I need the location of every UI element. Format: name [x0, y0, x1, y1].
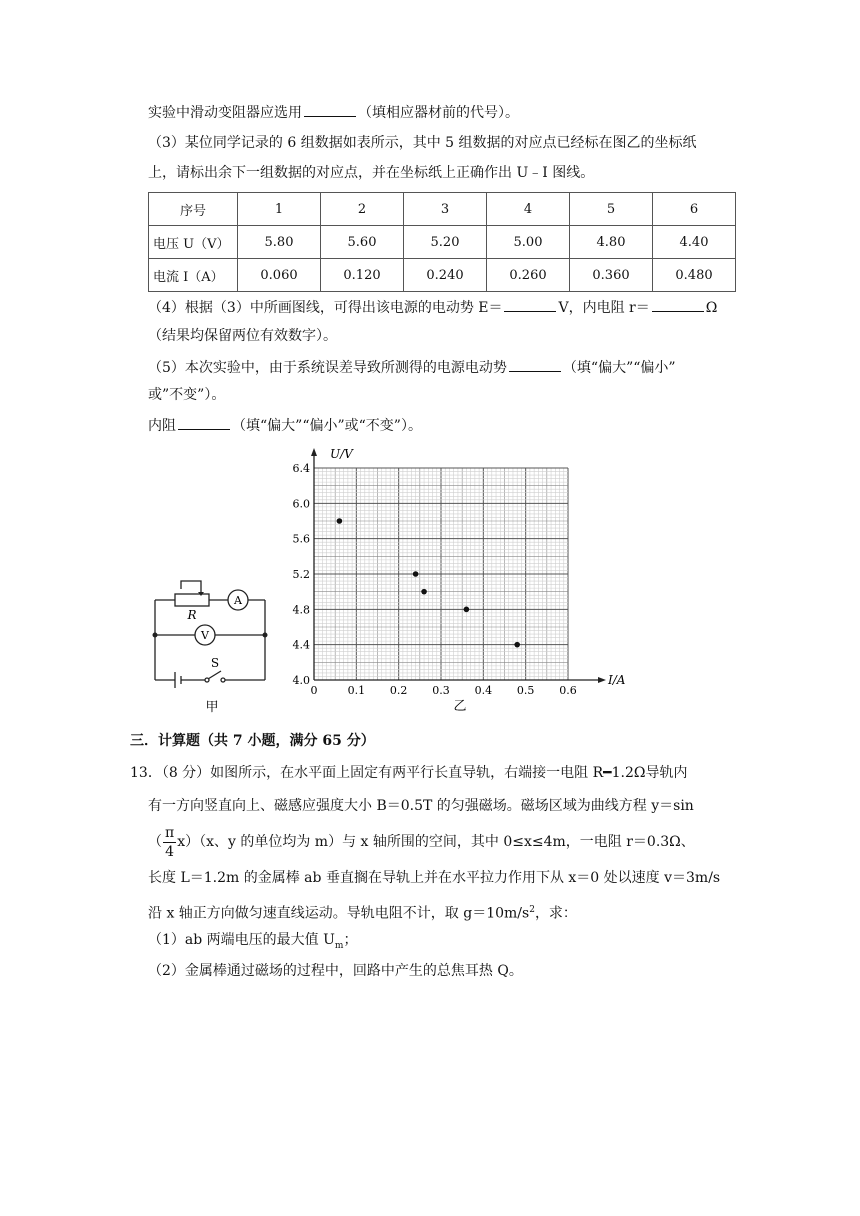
data-point	[413, 571, 419, 577]
q13-line1: 13．（8 分）如图所示，在水平面上固定有两平行长直导轨，右端接一电阻 R━1.2Ω导轨内	[130, 765, 688, 781]
answer-blank-resistance-bias[interactable]	[178, 415, 230, 430]
q13-line3-rest: x）（x、y 的单位均为 m）与 x 轴所围的空间，其中 0≤x≤4m，一电阻 r＝0.3Ω、	[177, 834, 695, 850]
y-tick-label: 4.8	[292, 603, 310, 617]
part4-text-b: V，内电阻 r＝	[558, 300, 650, 316]
data-point	[514, 642, 520, 648]
data-point	[421, 589, 427, 595]
table-cell: 6	[653, 193, 736, 226]
table-cell: 5.00	[487, 226, 570, 259]
q13-line5	[148, 900, 577, 924]
ammeter-label: A	[234, 594, 242, 607]
y-tick-label: 5.2	[292, 568, 310, 581]
part4-line1	[148, 297, 717, 318]
y-tick-label: 6.4	[292, 462, 310, 475]
rheostat-label: R	[187, 608, 197, 622]
fraction-numerator: π	[165, 824, 175, 841]
table-row-index	[149, 193, 736, 226]
q13-line5-sup: 2	[529, 905, 535, 915]
part5-text-b: （填“偏大”“偏小”	[562, 360, 676, 376]
q13-paren-open: （	[148, 834, 162, 850]
table-cell: 0.120	[321, 259, 404, 292]
answer-blank-rheostat[interactable]	[304, 102, 356, 117]
section-title: 三．计算题（共 7 小题，满分 65 分）	[130, 733, 375, 749]
graph-caption: 乙	[453, 699, 467, 714]
q13-sub1-text: （1）ab 两端电压的最大值 U	[148, 932, 335, 948]
table-cell: 3	[404, 193, 487, 226]
y-tick-label: 4.4	[292, 638, 310, 652]
current-label: 电流 I（A）	[149, 259, 238, 292]
table-cell: 0.240	[404, 259, 487, 292]
y-tick-label: 6.0	[292, 497, 310, 511]
q13-line5-end: ，求：	[534, 905, 577, 922]
q13-sub2: （2）金属棒通过磁场的过程中，回路中产生的总焦耳热 Q。	[148, 963, 523, 979]
table-cell: 5.60	[321, 226, 404, 259]
x-tick-label: 0.2	[389, 684, 408, 697]
q13-sub1-subscript: m	[334, 940, 344, 951]
table-cell: 0.260	[487, 259, 570, 292]
answer-blank-emf[interactable]	[504, 297, 556, 312]
x-axis-label: I/A	[608, 673, 626, 687]
table-cell: 4	[487, 193, 570, 226]
q13-line4: 长度 L＝1.2m 的金属棒 ab 垂直搁在导轨上并在水平拉力作用下从 x＝0 处以速度 v＝3m/s	[148, 870, 721, 886]
table-cell: 0.360	[570, 259, 653, 292]
q13-sub1-end: ；	[343, 932, 358, 948]
part3-line1: （3）某位同学记录的 6 组数据如表所示，其中 5 组数据的对应点已经标在图乙的坐标纸	[148, 135, 697, 151]
rheostat-question-text: 实验中滑动变阻器应选用	[148, 105, 302, 121]
rheostat-question-line	[148, 102, 519, 123]
table-cell: 0.060	[238, 259, 321, 292]
q13-line2: 有一方向竖直向上、磁感应强度大小 B＝0.5T 的匀强磁场。磁场区域为曲线方程 y＝sin	[148, 798, 694, 814]
answer-blank-emf-bias[interactable]	[509, 357, 561, 372]
answer-blank-resistance[interactable]	[652, 297, 704, 312]
part5-line1	[148, 357, 676, 378]
table-cell: 0.480	[653, 259, 736, 292]
part5-line3	[148, 415, 422, 436]
fraction-denominator: 4	[165, 843, 175, 860]
circuit-caption: 甲	[205, 700, 219, 715]
voltmeter-label: V	[201, 629, 209, 642]
u-i-graph	[280, 442, 640, 714]
part5-text-d: （填“偏大”“偏小”或“不变”）。	[232, 418, 422, 434]
data-point	[464, 607, 470, 613]
graph-grid	[314, 468, 568, 680]
table-cell: 4.80	[570, 226, 653, 259]
q13-line5-text: 沿 x 轴正方向做匀速直线运动。导轨电阻不计，取 g＝10m/s	[148, 905, 530, 922]
q13-line3	[148, 822, 695, 862]
part4-line2: （结果均保留两位有效数字）。	[148, 328, 337, 344]
table-cell: 1	[238, 193, 321, 226]
y-axis-arrow-icon	[311, 448, 317, 456]
rheostat-question-suffix: （填相应器材前的代号）。	[358, 105, 519, 121]
y-tick-label: 5.6	[292, 532, 310, 546]
table-cell: 5.20	[404, 226, 487, 259]
graph-axes	[311, 448, 606, 683]
q13-sub1	[148, 930, 357, 956]
x-axis-arrow-icon	[598, 677, 606, 683]
x-tick-label: 0.4	[474, 684, 493, 697]
y-tick-label: 4.0	[292, 674, 310, 687]
table-row-voltage	[149, 226, 736, 259]
table-row-current	[149, 259, 736, 292]
part5-text-a: （5）本次实验中，由于系统误差导致所测得的电源电动势	[148, 360, 507, 376]
x-tick-label: 0.3	[432, 684, 450, 697]
switch-icon	[208, 671, 221, 679]
data-point	[337, 518, 343, 524]
part3-line2: 上，请标出余下一组数据的对应点，并在坐标纸上正确作出 U﹣I 图线。	[148, 165, 595, 181]
table-cell: 5.80	[238, 226, 321, 259]
x-tick-label: 0	[310, 684, 318, 697]
y-axis-label: U/V	[330, 447, 353, 461]
part4-text-c: Ω	[705, 300, 718, 316]
table-cell: 4.40	[653, 226, 736, 259]
x-tick-label: 0.5	[516, 684, 535, 697]
x-tick-label: 0.1	[347, 684, 366, 697]
part4-text-a: （4）根据（3）中所画图线，可得出该电源的电动势 E＝	[148, 300, 503, 316]
part5-text-c: 内阻	[148, 418, 176, 434]
pi-over-four-fraction	[163, 824, 176, 861]
table-cell: 5	[570, 193, 653, 226]
data-table	[148, 192, 736, 292]
voltage-label: 电压 U（V）	[149, 226, 238, 259]
part5-line2: 或”不变”）。	[148, 387, 226, 403]
switch-label: S	[210, 656, 220, 670]
table-cell: 2	[321, 193, 404, 226]
circuit-diagram	[145, 575, 285, 715]
x-tick-label: 0.6	[559, 684, 577, 697]
table-header-label: 序号	[149, 193, 238, 226]
rheostat-icon	[175, 594, 209, 606]
